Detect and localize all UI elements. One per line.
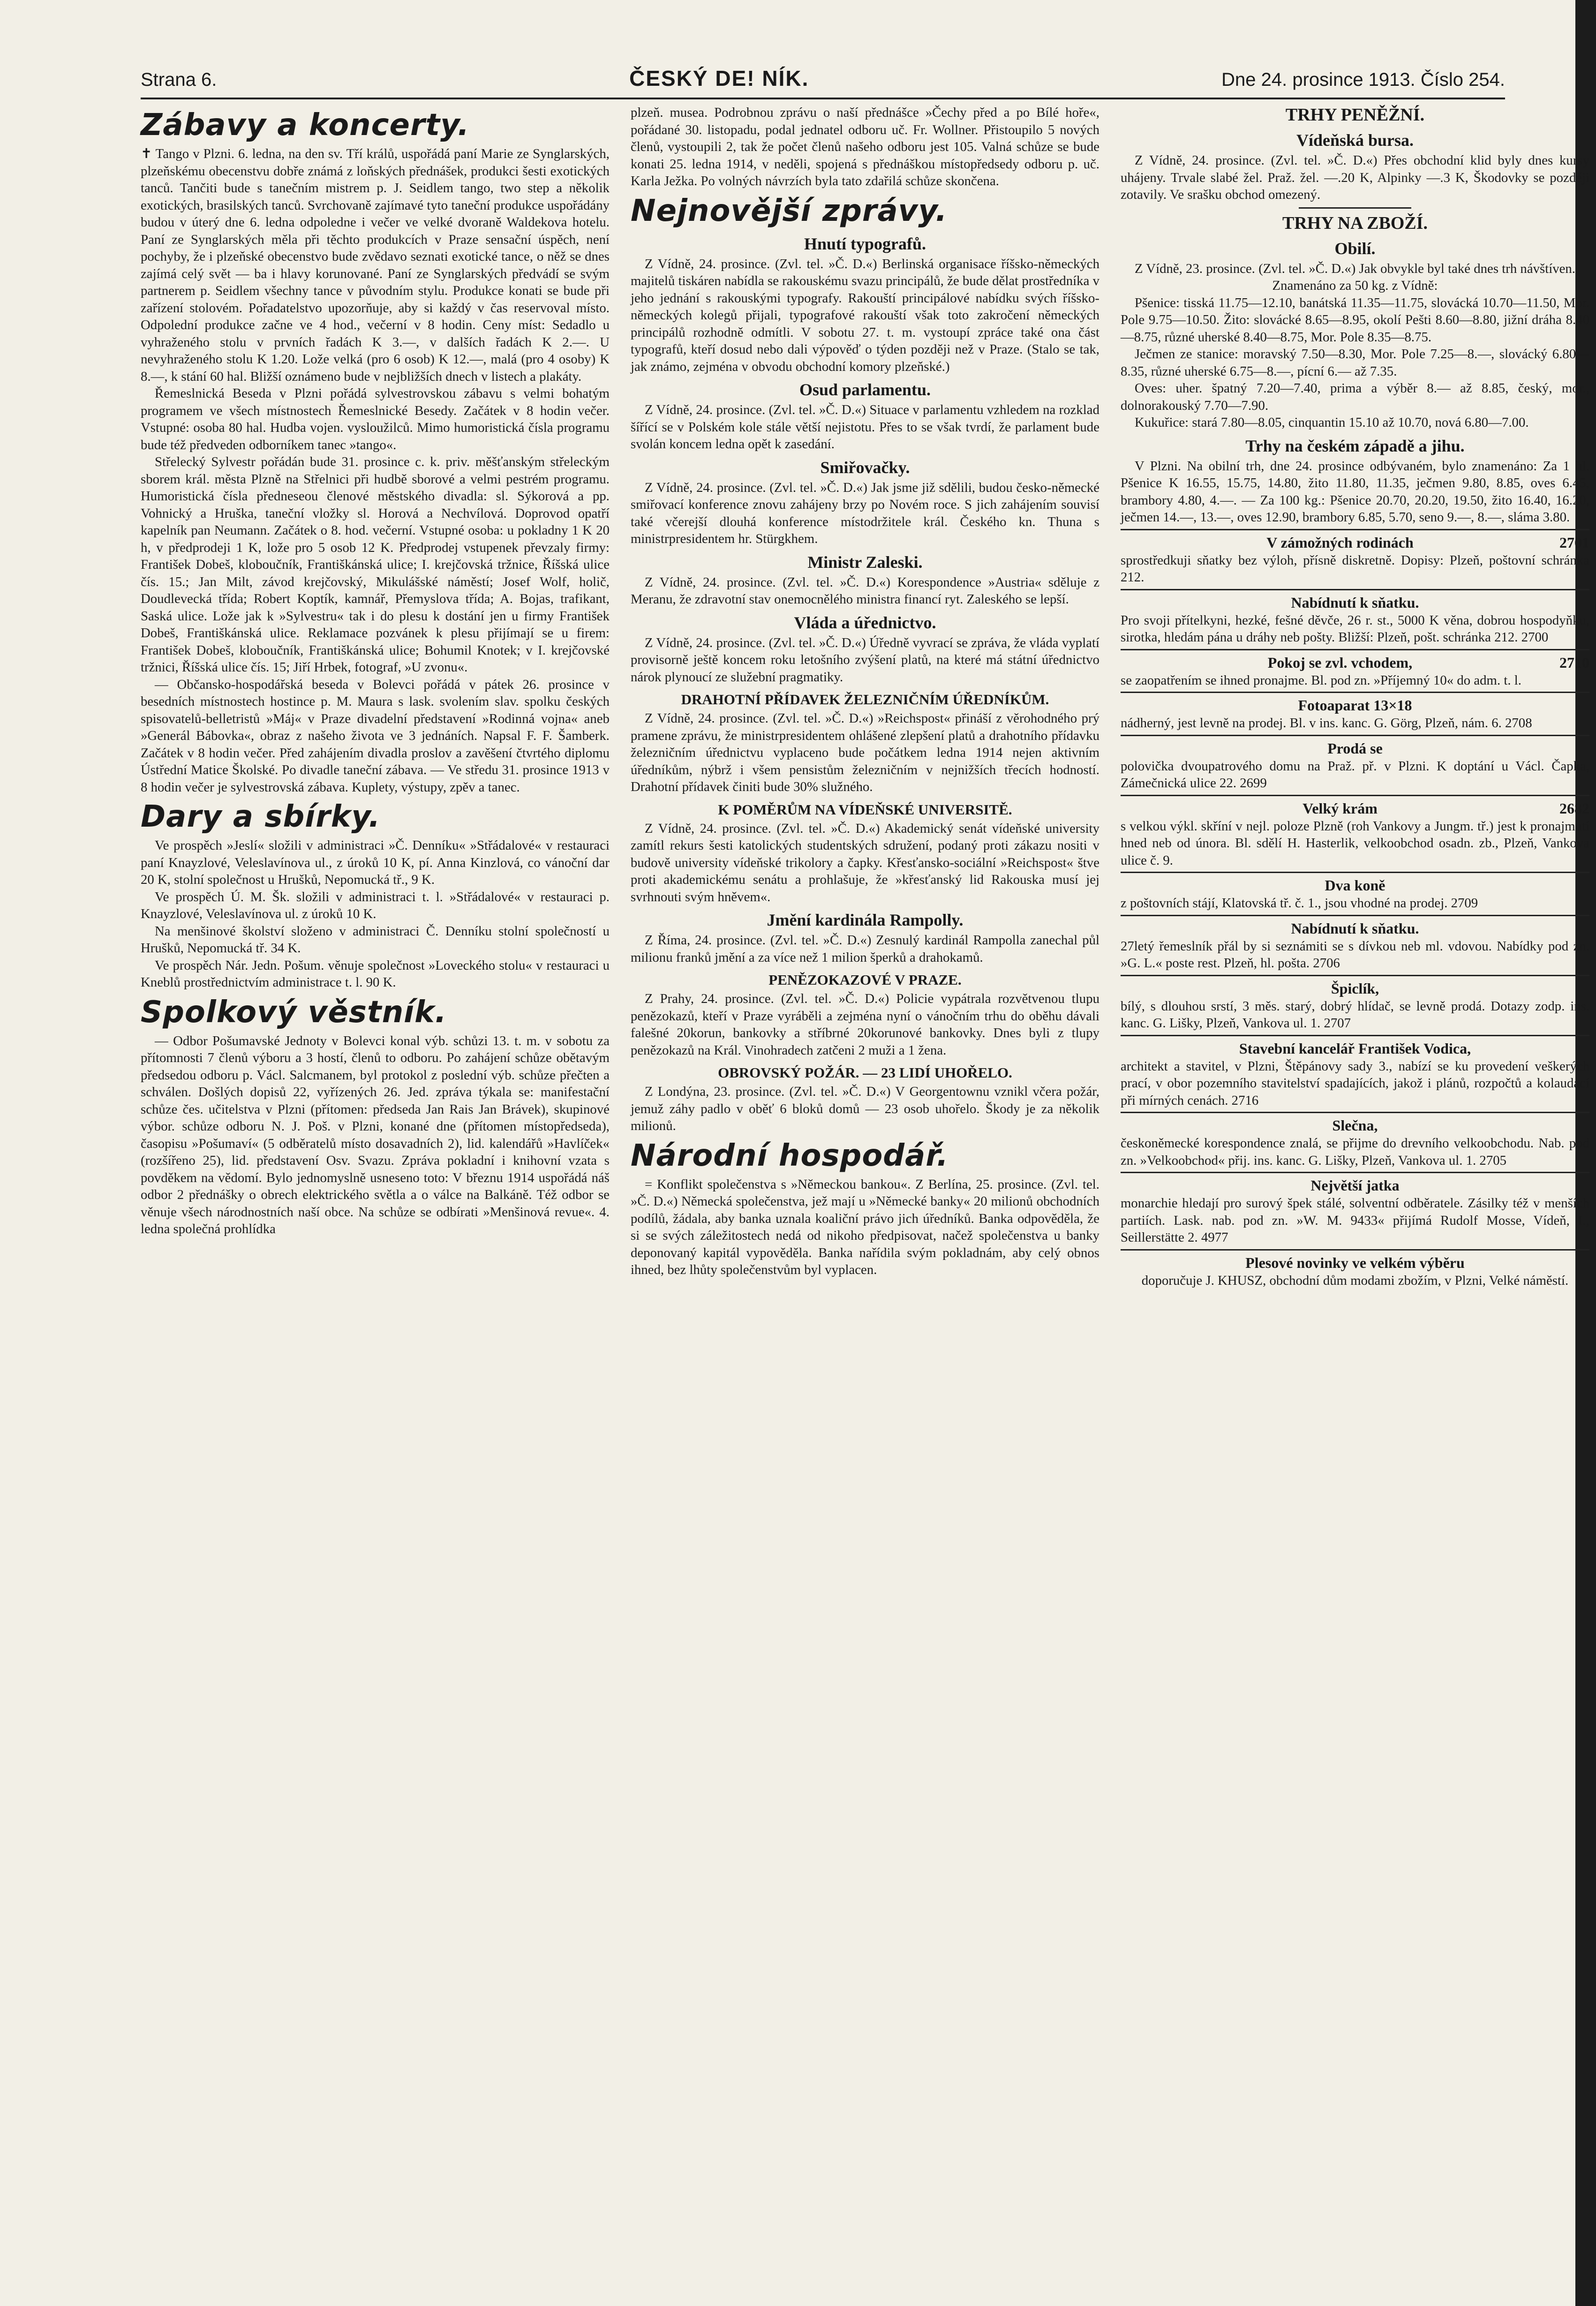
headline-zaleski: Ministr Zaleski. <box>807 552 923 572</box>
article-obili-units: Znamenáno za 50 kg. z Vídně: <box>1272 278 1438 293</box>
ad-text: doporučuje J. KHUSZ, obchodní dům modami zbožím, v Plzni, Velké náměstí. <box>1141 1273 1569 1288</box>
ad-title: Dva koně <box>1325 877 1385 894</box>
section-title-hospodar: Národní hospodář. <box>631 1138 949 1173</box>
article-obili-kukurice: Kukuřice: stará 7.80—8.05, cinquantin 15.10 až 10.70, nová 6.80—7.00. <box>1135 415 1529 430</box>
classified-ad <box>1121 649 1589 689</box>
article-drahotni: Z Vídně, 24. prosince. (Zvl. tel. »Č. D.«) »Reichspost« přináší z věrohodného prý pramene zprávu, že ministrpresidentem ohlášené zlepšení platů a drahotního přídavku železničním úřednictvu vyplaceno bude počátkem ledna 1914 nejen aktivním úředníkům, nýbrž i všem pensistům železničním v nejnižších třecích hodností. Drahotní přídavek činiti bude 30% služného. <box>631 711 1099 794</box>
headline-trhy-cz: Trhy na českém západě a jihu. <box>1245 436 1465 455</box>
headline-smirovacky: Smiřovačky. <box>820 458 910 477</box>
dary-item: Ve prospěch »Jeslí« složili v administraci »Č. Denníku« »Střádalové« v restauraci paní Knayzlové, Veleslavínova ul., z úroků 10 K, pí. Anna Kinzlová, co vánoční dar 20 K, stolní společnost u Hrušků, Nepomucká tř., 9 K. <box>141 838 610 887</box>
article-posumavska: — Odbor Pošumavské Jednoty v Bolevci konal výb. schůzi 13. t. m. v sobotu za přítomnosti 7 členů výboru a 3 hostí, členů to odboru. Po zahájení schůze obětavým předsedou odboru p. Václ. Salcmanem, byl protokol z poslední výb. schůze přečten a schválen. Došlých dopisů 22, vyřízených 26. Jed. zpráva týkala se: manifestační schůze čes. učitelstva v Plzni (přítomen: předseda Jan Rais Jan Brávek), skupinové výbor. schůze odboru N. J. Poš. v Plzni, konané dne (přítomen místopředseda), časopisu »Pošumaví« (5 odběratelů místo dosavadních 2), lid. kalendářů »Havlíček« (rozšířeno 25), lid. představení Osv. Svazu. Zpráva pokladní i knihovní vzata s povděkem na vědomí. Bylo jednomyslně usneseno toto: V březnu 1914 uspořádá náš odbor 2 přednášky o obrech elektrického světla a o válce na Balkáně. Též odbor se věnuje všech národnostních naší obce. Na schůze se odbírati »Menšinová revue«. 4. ledna společná prohlídka <box>141 1033 610 1236</box>
classified-ad <box>1121 529 1589 586</box>
headline-drahotni: DRAHOTNÍ PŘÍDAVEK ŽELEZNIČNÍM ÚŘEDNÍKŮM. <box>681 691 1049 708</box>
article-remeslnicka: Řemeslnická Beseda v Plzni pořádá sylvestrovskou zábavu s velmi bohatým programem ve všech místnostech Řemeslnické Besedy. Začátek v 8 hodin večer. Vstupné: osoba 80 hal. Hudba vojen. vysloužilců. Mimo humoristická čísla programu bude též předveden odborníkem tanec »tango«. <box>141 386 610 452</box>
masthead: ČESKÝ DE! NÍK. <box>629 66 809 90</box>
article-obili-psenice: Pšenice: tisská 11.75—12.10, banátská 11.35—11.75, slovácká 10.70—11.50, Mor. Pole 9.75—10.50. Žito: slovácké 8.65—8.95, okolí Pešti 8.60—8.80, jižní dráha 8.40—8.75, různé uherské 8.40—8.75, Mor. Pole 8.35—8.75. <box>1121 295 1589 345</box>
article-universita: Z Vídně, 24. prosince. (Zvl. tel. »Č. D.«) Akademický senát vídeňské university zamítl rekurs šesti katolických studentských sdružení, podaný proti zákazu nositi v budově university vídeňské trikolory a čapky. Křesťansko-sociální »Reichspost« štve proti akademickému senátu a prohlašuje, že »křesťanský lid Rakouska musí jej svrhnouti svým hněvem«. <box>631 821 1099 904</box>
ad-text: se zaopatřením se ihned pronajme. Bl. pod zn. »Příjemný 10« do adm. t. l. <box>1121 672 1521 688</box>
ad-text: českoněmecké korespondence znalá, se přijme do drevního velkoobchodu. Nab. pod zn. »Velkoobchod« přij. ins. kanc. G. Lišky, Plzeň, Vankova ul. 1. 2705 <box>1121 1136 1589 1168</box>
section-title-zabavy: Zábavy a koncerty. <box>141 108 470 143</box>
ad-title: Plesové novinky ve velkém výběru <box>1245 1254 1465 1271</box>
ad-title: Pokoj se zvl. vchodem, <box>1267 654 1413 671</box>
classified-ad <box>1121 975 1589 1032</box>
issue-date: Dne 24. prosince 1913. Číslo 254. <box>1221 69 1505 90</box>
dary-item: Ve prospěch Nár. Jedn. Pošum. věnuje společnost »Loveckého stolu« v restauraci u Kneblů prostřednictvím administrace t. l. 90 K. <box>141 957 610 990</box>
article-penezokazove: Z Prahy, 24. prosince. (Zvl. tel. »Č. D.«) Policie vypátrala rozvětvenou tlupu penězokazů, kteří v Praze vyráběli a zejména nyní o vánočním trhu do oběhu dávali falešné 20korun, bankovky a stříbrné 20korunové bankovky. Dnes byli z tlupy penězokazů na Král. Vinohradech zatčeni 2 muži a 1 žena. <box>631 991 1099 1058</box>
article-tango: ✝ Tango v Plzni. 6. ledna, na den sv. Tří králů, uspořádá paní Marie ze Synglarských, plzeňskému obecenstvu dobře známá z loňských přednášek, produkci šesti exotických tanců. Tančiti bude s tanečním mistrem p. J. Seidlem tango, two step a několik exotických, brasilských tanců. Svrchovaně zajímavé tyto taneční produkce uspořádány budou v úterý dne 6. ledna odpoledne i večer ve velké dvoraně Waldekova hotelu. Paní ze Synglarských měla při těchto produkcích v Praze sensační úspěch, není pochyby, že i plzeňské obecenstvo bude zvědavo seznati exotické tance, o něž se dnes zajímá celý svět — ba i hlavy korunované. Paní ze Synglarských předvádí se svým partnerem p. Seidlem všechny tance v původním stylu. Produkce konati se bude při zařízení stolovém. Pořadatelstvo upozorňuje, aby si každý v čas reservoval místo. Odpolední produkce začne ve 4 hod., večerní v 8 hodin. Ceny míst: Sedadlo u vyhraženého stolu v prvních řadách K 3.—, v dalších řadách K 2.—. U nevyhraženého stolu K 1.20. Lože velká (pro 6 osob) K 12.—, malá (pro 4 osoby) K 8.—, k stání 60 hal. Bližší oznámeno bude v nejbližších dnech v listech a plakáty. <box>141 146 610 384</box>
dary-item: Na menšinové školství složeno v administraci Č. Denníku stolní společností u Hrušků, Nepomucká tř. 34 K. <box>141 923 610 956</box>
section-title-dary: Dary a sbírky. <box>141 799 381 834</box>
classified-ad <box>1121 1112 1589 1169</box>
dary-item: Ve prospěch Ú. M. Šk. složili v administraci t. l. »Střádalové« v restauraci p. Knayzlové, Veleslavínova ul. z úroků 10 K. <box>141 889 610 921</box>
headline-penezokazove: PENĚZOKAZOVÉ V PRAZE. <box>768 972 962 988</box>
classified-ad <box>1121 735 1589 792</box>
headline-parlamentu: Osud parlamentu. <box>799 380 931 399</box>
article-pozar: Z Londýna, 23. prosince. (Zvl. tel. »Č. D.«) V Georgentownu vznikl včera požár, jemuž záhy padlo v oběť 6 bloků domů — 23 osob uhořelo. Škody je za několik milionů. <box>631 1084 1099 1133</box>
ad-title: Velký krám <box>1302 799 1378 817</box>
article-obili: Z Vídně, 23. prosince. (Zvl. tel. »Č. D.«) Jak obvykle byl také dnes trh návštíven. <box>1135 261 1575 276</box>
classified-ad <box>1121 872 1589 912</box>
article-konflikt: = Konflikt společenstva s »Německou bankou«. Z Berlína, 25. prosince. (Zvl. tel. »Č. D.«) Německá společenstva, jež mají u »Německé banky« 20 milionů obchodních podílů, žádala, aby banka uznala koaliční právo jich úředníků. Banka odpověděla, že si se svých záležitostech nedá od nikoho předpisovat, načež společenstva u banky deponovaný kapitál vypověděla. Banka nařídila svým pokladnám, aby celý obnos ihned, bez lhůty společenstvům byl vyplacen. <box>631 1176 1099 1277</box>
column-3 <box>1121 104 1589 1289</box>
ad-text: architekt a stavitel, v Plzni, Štěpánovy sady 3., nabízí se ku provedení veškerých prací, v obor pozemního stavitelství spadajících, jakož i plánů, rozpočtů a kolaudací při mírných cenách. 2716 <box>1121 1058 1589 1108</box>
ad-number: 2710 <box>1559 654 1589 671</box>
headline-obili: Obilí. <box>1334 239 1376 258</box>
article-museum-cont: plzeň. musea. Podrobnou zprávu o naší přednášce »Čechy před a po Bílé hoře«, pořádané 30. listopadu, podal jednatel odboru uč. Fr. Wollner. Přistoupilo 5 nových členů, vystoupili 2, tak že počet členů našeho odboru jest 105. Valná schůze se bude konati 25. ledna 1914, v neděli, spojená s přednáškou místopředsedy odboru p. uč. Karla Ježka. Po volných návrzích byla tato zdařilá schůze skončena. <box>631 105 1099 188</box>
ad-title: Nabídnutí k sňatku. <box>1291 919 1419 937</box>
classified-ad <box>1121 1035 1589 1109</box>
section-title-spolkovy: Spolkový věstník. <box>141 995 447 1030</box>
ad-title: Nabídnutí k sňatku. <box>1291 594 1419 611</box>
page-header <box>141 66 1505 99</box>
ad-number: 2701 <box>1559 534 1589 551</box>
ad-title: Špiclík, <box>1331 980 1379 997</box>
ad-text: z poštovních stájí, Klatovská tř. č. 1., jsou vhodné na prodej. 2709 <box>1121 896 1478 911</box>
ad-text: monarchie hledají pro surový špek stálé, solventní odběratele. Zásilky též v menších partiích. Lask. nab. pod zn. »W. M. 9433« přijímá Rudolf Mosse, Vídeň, I., Seillerstätte 2. 4977 <box>1121 1196 1589 1245</box>
ad-text: Pro svoji přítelkyni, hezké, fešné děvče, 26 r. st., 5000 K věna, dobrou hospodyňku, sirotka, hledám pána u dráhy neb pošty. Bližší: Plzeň, pošt. schránka 212. 2700 <box>1121 612 1589 645</box>
article-obili-oves: Oves: uher. špatný 7.20—7.40, prima a výběr 8.— až 8.85, český, mor., dolnorakouský 7.70—7.90. <box>1121 381 1589 413</box>
ad-title: Fotoaparat 13×18 <box>1298 697 1412 714</box>
article-bolevec: — Občansko-hospodářská beseda v Bolevci pořádá v pátek 26. prosince v besedních místnostech hostince p. M. Maura s lask. svolením slav. spolku českých spisovatelů-belletristů »Máj« v Praze divadelní představení »Rodinná vojna« aneb »Generál Bábovka«, obraz z našeho života ve 3 jednáních. Napsal F. F. Šamberk. Začátek v 8 hodin večer. Před zahájením divadla proslov a zavěšení čtvrtého diplomu Ústřední Matice Školské. Po divadle taneční zábava. — Ve středu 31. prosince 1913 v 8 hodin večer je sylvestrovská zábava. Kuplety, výstupy, zpěv a tanec. <box>141 677 610 795</box>
section-title-nejnovejsi: Nejnovější zprávy. <box>631 193 948 228</box>
classified-ad <box>1121 692 1589 732</box>
ad-title: Prodá se <box>1327 739 1383 757</box>
headline-trhy-zbozi: TRHY NA ZBOŽÍ. <box>1282 213 1428 233</box>
classified-ad <box>1121 915 1589 972</box>
divider <box>1299 207 1411 209</box>
ad-number: 2682 <box>1559 799 1589 817</box>
article-smirovacky: Z Vídně, 24. prosince. (Zvl. tel. »Č. D.«) Jak jsme již sdělili, budou česko-německé smiřovací konference znovu zahájeny brzy po Novém roce. S jich zahájením souvisí také včerejší dlouhá konference místodržitele král. Českého kn. Thuna s ministrpresidentem hr. Stürgkhem. <box>631 480 1099 546</box>
headline-bursa: Vídeňská bursa. <box>1296 131 1414 150</box>
ad-text: s velkou výkl. skříní v nejl. poloze Plzně (roh Vankovy a Jungm. tř.) jest k pronajmutí hned neb od února. Bl. sdělí H. Hasterlik, velkoobchod osadn. zb., Plzeň, Vankova ulice č. 9. <box>1121 818 1589 868</box>
article-strelecky: Střelecký Sylvestr pořádán bude 31. prosince c. k. priv. měšťanským střeleckým sborem král. města Plzně na Střelnici při hudbě sborové a velmi pestrém programu. Humoristická čísla předneseou členové městského divadla: sl. Sýkorová a pp. Vohnický a Hruška, taneční vložky sl. Horová a Nechvílová. Doprovod opatří kapelník pan Neumann. Začátek o 8. hod. večerní. Vstupné osoba: u pokladny 1 K 20 h, v předprodeji 1 K, lože pro 5 osob 12 K. Předprodej vstupenek převzaly firmy: František Dobeš, kloboučník, Františkánská ulice; I. krejčovská tržnice, Říšská ulice čís. 15.; Jan Milt, závod krejčovský, Mikulášské náměstí; Josef Wolf, holič, Doudlevecká třída; Robert Koptík, kamnář, Přemyslova třída; A. Bojas, trafikant, Saská ulice. Lože jak k »Sylvestru« tak i do plesu k dostání jen u firmy František Dobeš, Františkánská ulice. Reklamace pozvánek k plesu přijímají se u firem: František Dobeš, kloboučník, Františkánská ulice; Bohumil Knotek; v I. krejčovské tržnici, Říšská ulice čís. 15; Jiří Hrbek, fotograf, »U zvonu«. <box>141 454 610 675</box>
ad-text: bílý, s dlouhou srstí, 3 měs. starý, dobrý hlídač, se levně prodá. Dotazy zodp. ins. kanc. G. Lišky, Plzeň, Vankova ul. 1. 2707 <box>1121 998 1589 1031</box>
headline-vlada: Vláda a úřednictvo. <box>794 613 936 632</box>
article-rampolla: Z Říma, 24. prosince. (Zvl. tel. »Č. D.«) Zesnulý kardinál Rampolla zanechal půl milionu franků jmění a za více než 1 milion šperků a drahokamů. <box>631 933 1099 965</box>
classified-ad <box>1121 1249 1589 1289</box>
classified-ad <box>1121 795 1589 869</box>
ad-text: polovička dvoupatrového domu na Praž. př. v Plzni. K doptání u Václ. Čapka, Zámečnická ulice 22. 2699 <box>1121 758 1589 791</box>
article-parlamentu: Z Vídně, 24. prosince. (Zvl. tel. »Č. D.«) Situace v parlamentu vzhledem na rozklad šířící se v Polském kole stále větší nejistotu. Přes to se však tvrdí, že parlament bude svolán koncem ledna opět k zasedání. <box>631 402 1099 452</box>
ad-title: Slečna, <box>1332 1117 1378 1134</box>
ad-text: 27letý řemeslník přál by si seznámiti se s dívkou neb ml. vdovou. Nabídky pod zn. »G. L.« poste rest. Plzeň, hl. pošta. 2706 <box>1121 938 1589 971</box>
ad-title: Stavební kancelář František Vodica, <box>1239 1040 1471 1057</box>
column-2 <box>631 104 1099 1289</box>
ad-title: V zámožných rodinách <box>1266 534 1414 551</box>
classified-ad <box>1121 589 1589 646</box>
ad-title: Největší jatka <box>1310 1177 1400 1194</box>
headline-rampolla: Jmění kardinála Rampolly. <box>767 911 964 929</box>
ad-text: sprostředkuji sňatky bez výloh, přísně diskretně. Dopisy: Plzeň, poštovní schránka 212. <box>1121 552 1589 585</box>
headline-typografu: Hnutí typografů. <box>804 234 926 253</box>
article-vlada: Z Vídně, 24. prosince. (Zvl. tel. »Č. D.«) Úředně vyvrací se zpráva, že vláda vyplatí provisorně ještě koncem roku letošního zvýšení platů, na které má státní úřednictvo nárok plynoucí ze služební pragmatiky. <box>631 635 1099 685</box>
article-trhy-cz: V Plzni. Na obilní trh, dne 24. prosince odbývaném, bylo znamenáno: Za 1 hl. Pšenice K 16.55, 15.75, 14.80, žito 11.80, 11.35, ječmen 9.80, 8.85, oves 6.45, brambory 4.80, 4.—. — Za 100 kg.: Pšenice 20.70, 20.20, 19.50, žito 16.40, 16.20, ječmen 14.—, 13.—, oves 12.90, brambory 6.85, 5.70, seno 9.—, 8.—, sláma 3.80. <box>1121 458 1589 525</box>
article-typografu: Z Vídně, 24. prosince. (Zvl. tel. »Č. D.«) Berlinská organisace říšsko-německých majitelů tiskáren nabídla se rakouskému svazu principálů, že bude dělat prostředníka v jeho jednání s rakouskými typografy. Rakouští principálové nabídku svých říšsko-německých kolegů přijali, typografové rakouští však toto zakročení německých principálů rozhodně odmítli. V sobotu 27. t. m. vystoupí zpráce také ona část typografů, kteří dosud nebo dali výpověď o týden později než v Praze. (Stalo se tak, jak známo, zejména v obvodu obchodní komory plzeňské.) <box>631 256 1099 374</box>
page-number: Strana 6. <box>141 69 217 90</box>
headline-universita: K POMĚRŮM NA VÍDEŇSKÉ UNIVERSITĚ. <box>718 801 1012 818</box>
article-obili-jecmen: Ječmen ze stanice: moravský 7.50—8.30, Mor. Pole 7.25—8.—, slovácký 6.80—8.35, různé uherské 6.75—8.—, pícní 6.— až 7.35. <box>1121 347 1589 379</box>
ad-text: nádherný, jest levně na prodej. Bl. v ins. kanc. G. Görg, Plzeň, nám. 6. 2708 <box>1121 716 1532 731</box>
article-zaleski: Z Vídně, 24. prosince. (Zvl. tel. »Č. D.«) Korespondence »Austria« sděluje z Meranu, že zdravotní stav onemocnělého ministra financí ryt. Zaleského se lepší. <box>631 574 1099 607</box>
column-1 <box>141 104 610 1289</box>
classified-ad <box>1121 1172 1589 1246</box>
headline-trhy-penezni: TRHY PENĚŽNÍ. <box>1285 105 1425 125</box>
headline-pozar: OBROVSKÝ POŽÁR. — 23 LIDÍ UHOŘELO. <box>718 1064 1012 1081</box>
article-bursa: Z Vídně, 24. prosince. (Zvl. tel. »Č. D.«) Přes obchodní klid byly dnes kursy uhájeny. Trvale slabé žel. Praž. žel. —.20 K, Alpinky —.3 K, Škodovky se později zotavily. Ve srašku obchod omezený. <box>1121 153 1589 202</box>
